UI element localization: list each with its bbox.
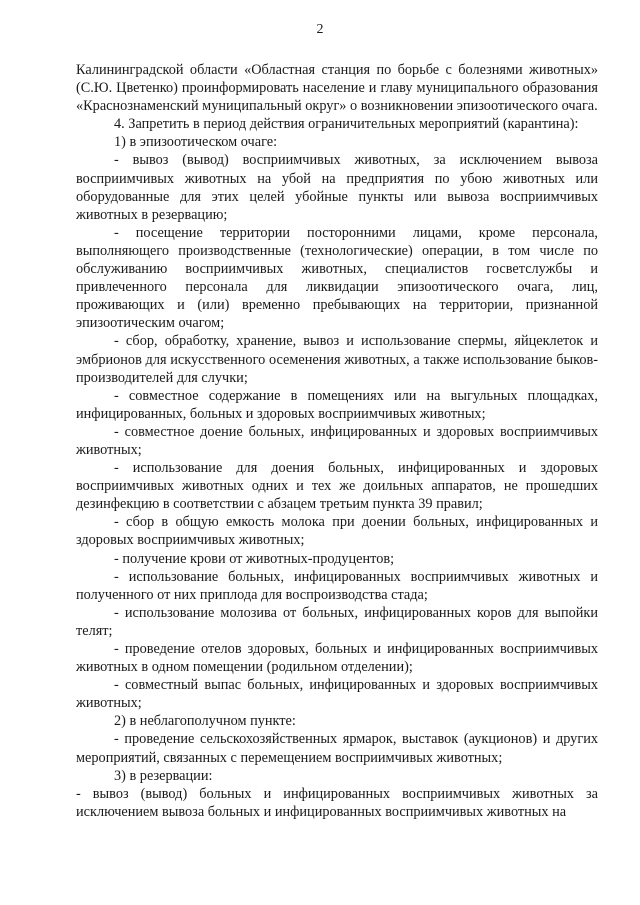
subitem-1-heading: 1) в эпизоотическом очаге: xyxy=(114,134,278,151)
subitem-3-heading: 3) в резервации: xyxy=(114,767,213,784)
list-item: - сбор в общую емкость молока при доении больных, инфицированных и здоровых восприимчивых животных; xyxy=(76,514,598,549)
list-item: - совместное доение больных, инфицированных и здоровых восприимчивых животных; xyxy=(76,423,598,458)
page-number: 2 xyxy=(316,22,324,37)
list-item: - сбор, обработку, хранение, вывоз и использование спермы, яйцеклеток и эмбрионов для искусственного осеменения животных, а также использование быков-производителей для случки; xyxy=(76,333,598,386)
list-item: - получение крови от животных-продуцентов; xyxy=(114,550,395,567)
list-item: - использование для доения больных, инфицированных и здоровых восприимчивых животных одних и тех же доильных аппаратов, не прошедших дезинфекцию в соответствии с абзацем третьим пункта 39 правил; xyxy=(76,460,598,513)
subitem-2-heading: 2) в неблагополучном пункте: xyxy=(114,713,296,730)
list-item: - проведение отелов здоровых, больных и инфицированных восприимчивых животных в одном помещении (родильном отделении); xyxy=(76,641,598,676)
paragraph-item-4: 4. Запретить в период действия ограничительных мероприятий (карантина): xyxy=(114,116,579,133)
list-item: - проведение сельскохозяйственных ярмарок, выставок (аукционов) и других мероприятий, связанных с перемещением восприимчивых животных; xyxy=(76,731,598,766)
list-item: - совместный выпас больных, инфицированных и здоровых восприимчивых животных; xyxy=(76,677,598,712)
list-item: - совместное содержание в помещениях или на выгульных площадках, инфицированных, больных и здоровых восприимчивых животных; xyxy=(76,387,598,422)
list-item: - вывоз (вывод) восприимчивых животных, за исключением вывоза восприимчивых животных на убой на предприятия по убою животных или оборудованные для этих целей убойные пункты или вывоза восприимчивых животных в резервацию; xyxy=(76,152,598,223)
list-item: - вывоз (вывод) больных и инфицированных восприимчивых животных за исключением вывоза больных и инфицированных восприимчивых животных на xyxy=(76,785,598,820)
paragraph-continuation: Калининградской области «Областная станция по борьбе с болезнями животных» (С.Ю. Цветенко) проинформировать население и главу муниципального образования «Краснознаменский муниципальный округ» о возникновении эпизоотического очага. xyxy=(76,62,598,115)
list-item: - использование молозива от больных, инфицированных коров для выпойки телят; xyxy=(76,604,598,639)
list-item: - использование больных, инфицированных восприимчивых животных и полученного от них приплода для воспроизводства стада; xyxy=(76,568,598,603)
list-item: - посещение территории посторонними лицами, кроме персонала, выполняющего производственные (технологические) операции, в том числе по обслуживанию восприимчивых животных, специалистов госветслужбы и привлеченного персонала для ликвидации эпизоотического очага, лиц, проживающих и (или) временно пребывающих на территории, признанной эпизоотическим очагом; xyxy=(76,224,598,332)
document-body xyxy=(76,61,598,821)
